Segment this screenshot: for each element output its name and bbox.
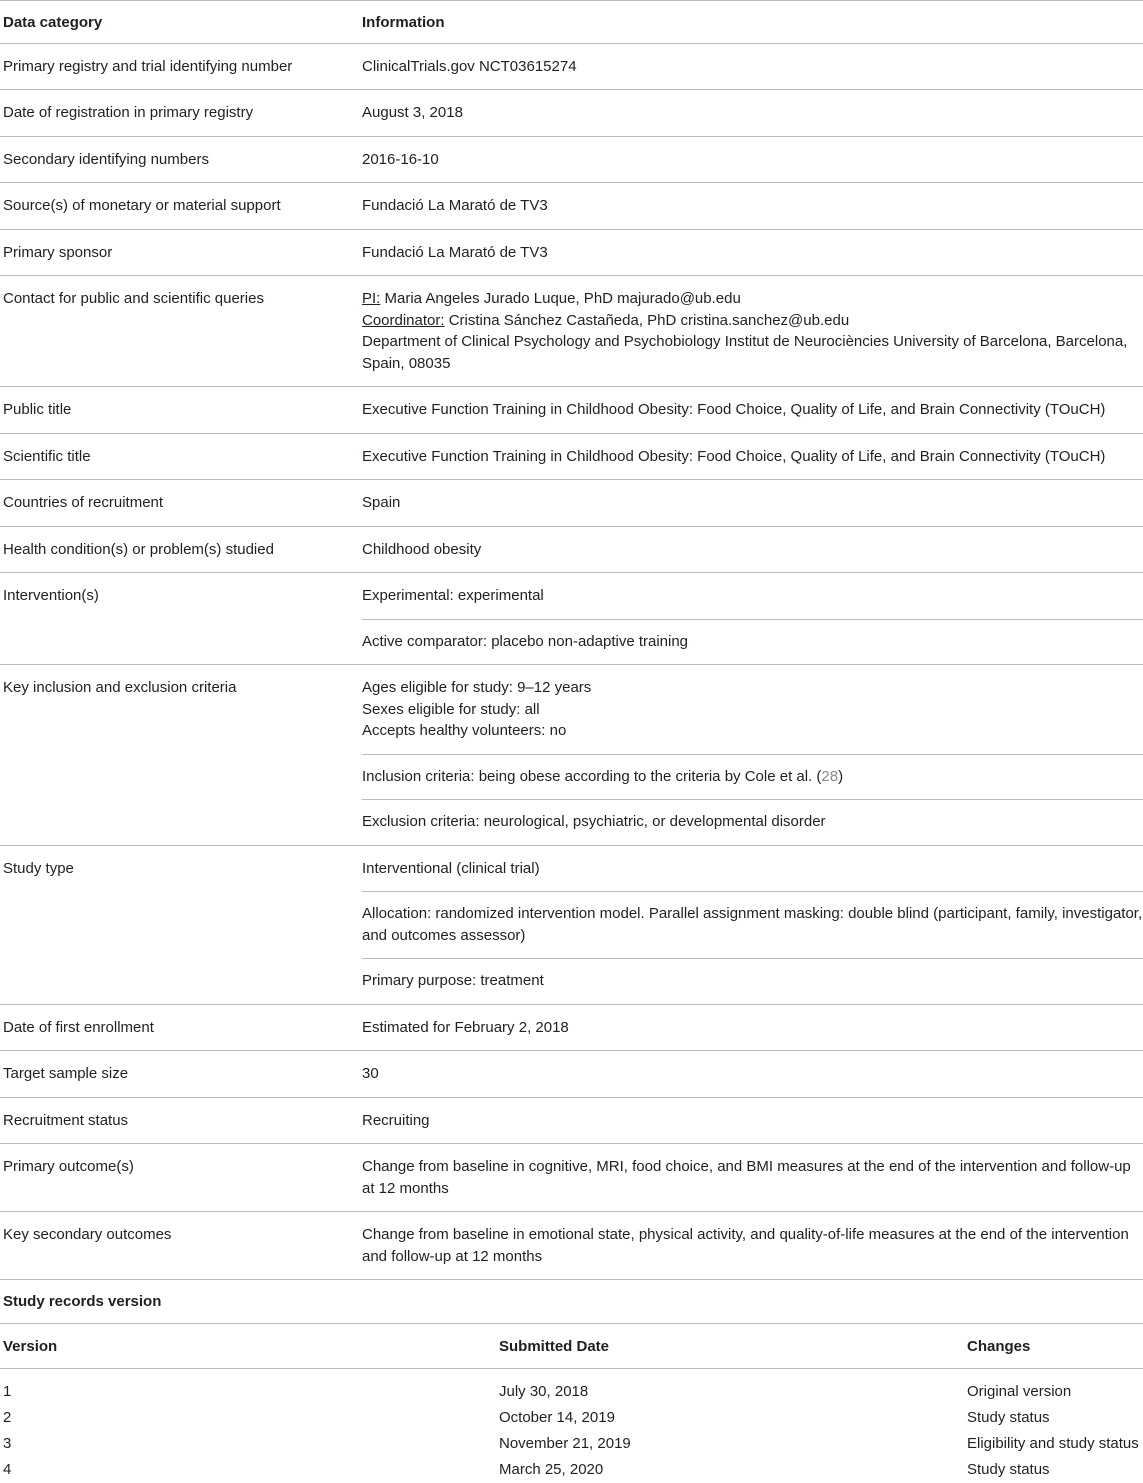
coordinator-details: Cristina Sánchez Castañeda, PhD cristina.sanchez@ub.edu xyxy=(445,312,850,329)
version-changes: Eligibility and study status xyxy=(967,1431,1143,1457)
row-category: Primary sponsor xyxy=(0,229,362,276)
table-row xyxy=(0,1004,1143,1051)
pi-details: Maria Angeles Jurado Luque, PhD majurado@ub.edu xyxy=(380,290,740,307)
study-records-title: Study records version xyxy=(0,1280,1143,1324)
version-row xyxy=(0,1457,1143,1483)
column-header-submitted-date: Submitted Date xyxy=(499,1324,967,1369)
row-category: Key inclusion and exclusion criteria xyxy=(0,665,362,846)
column-header-category: Data category xyxy=(0,1,362,44)
pi-contact xyxy=(362,288,1143,310)
exclusion-criteria: Exclusion criteria: neurological, psychiatric, or developmental disorder xyxy=(362,799,1143,845)
study-type-item: Allocation: randomized intervention model. Parallel assignment masking: double blind (participant, family, investigator, and outcomes assessor) xyxy=(362,891,1143,958)
contact-row xyxy=(0,276,1143,387)
inclusion-criteria xyxy=(362,754,1143,800)
version-table xyxy=(0,1324,1143,1483)
row-information: Fundació La Marató de TV3 xyxy=(362,230,1143,276)
row-category: Primary outcome(s) xyxy=(0,1144,362,1212)
row-category: Contact for public and scientific queries xyxy=(0,276,362,387)
pi-label: PI: xyxy=(362,290,380,307)
reference-link[interactable]: 28 xyxy=(821,768,838,785)
version-number: 4 xyxy=(0,1457,499,1483)
row-category: Public title xyxy=(0,387,362,434)
ages-eligible: Ages eligible for study: 9–12 years xyxy=(362,677,1143,699)
version-number: 1 xyxy=(0,1369,499,1406)
row-category: Date of registration in primary registry xyxy=(0,90,362,137)
submitted-date: November 21, 2019 xyxy=(499,1431,967,1457)
row-category: Intervention(s) xyxy=(0,573,362,665)
version-header-row xyxy=(0,1324,1143,1369)
table-row xyxy=(0,1097,1143,1144)
version-number: 2 xyxy=(0,1405,499,1431)
version-row xyxy=(0,1369,1143,1406)
version-row xyxy=(0,1405,1143,1431)
row-category: Study type xyxy=(0,845,362,1004)
table-row xyxy=(0,1051,1143,1098)
table-row xyxy=(0,90,1143,137)
department-address: Department of Clinical Psychology and Psychobiology Institut de Neurociències University of Barcelona, Barcelona, Spain, 08035 xyxy=(362,331,1143,374)
row-information: August 3, 2018 xyxy=(362,90,1143,136)
study-type-item: Primary purpose: treatment xyxy=(362,958,1143,1004)
contact-information xyxy=(362,276,1143,386)
table-row xyxy=(0,1212,1143,1280)
row-information: ClinicalTrials.gov NCT03615274 xyxy=(362,44,1143,90)
healthy-volunteers: Accepts healthy volunteers: no xyxy=(362,720,1143,742)
table-row xyxy=(0,480,1143,527)
version-number: 3 xyxy=(0,1431,499,1457)
eligibility-block xyxy=(362,665,1143,754)
row-category: Scientific title xyxy=(0,433,362,480)
version-changes: Study status xyxy=(967,1405,1143,1431)
row-information: Change from baseline in emotional state, physical activity, and quality-of-life measures at the end of the intervention and follow-up at 12 months xyxy=(362,1212,1143,1279)
row-information: Executive Function Training in Childhood Obesity: Food Choice, Quality of Life, and Brain Connectivity (TOuCH) xyxy=(362,434,1143,480)
row-information: 2016-16-10 xyxy=(362,137,1143,183)
table-row xyxy=(0,1144,1143,1212)
study-type-item: Interventional (clinical trial) xyxy=(362,846,1143,892)
interventions-row xyxy=(0,573,1143,665)
table-row xyxy=(0,183,1143,230)
table-row xyxy=(0,43,1143,90)
column-header-changes: Changes xyxy=(967,1324,1143,1369)
row-category: Date of first enrollment xyxy=(0,1004,362,1051)
row-information: 30 xyxy=(362,1051,1143,1097)
row-category: Countries of recruitment xyxy=(0,480,362,527)
criteria-row xyxy=(0,665,1143,846)
row-information: Recruiting xyxy=(362,1098,1143,1144)
submitted-date: March 25, 2020 xyxy=(499,1457,967,1483)
row-category: Key secondary outcomes xyxy=(0,1212,362,1280)
row-information: Change from baseline in cognitive, MRI, food choice, and BMI measures at the end of the intervention and follow-up at 12 months xyxy=(362,1144,1143,1211)
row-category: Health condition(s) or problem(s) studied xyxy=(0,526,362,573)
column-header-information: Information xyxy=(362,1,1143,44)
row-category: Source(s) of monetary or material support xyxy=(0,183,362,230)
row-category: Secondary identifying numbers xyxy=(0,136,362,183)
inclusion-close: ) xyxy=(838,768,843,785)
intervention-item: Active comparator: placebo non-adaptive training xyxy=(362,619,1143,665)
sexes-eligible: Sexes eligible for study: all xyxy=(362,699,1143,721)
table-header-row xyxy=(0,1,1143,44)
row-category: Recruitment status xyxy=(0,1097,362,1144)
version-changes: Original version xyxy=(967,1369,1143,1406)
intervention-item: Experimental: experimental xyxy=(362,573,1143,619)
table-row xyxy=(0,526,1143,573)
inclusion-text: Inclusion criteria: being obese according to the criteria by Cole et al. ( xyxy=(362,768,821,785)
table-row xyxy=(0,433,1143,480)
table-row xyxy=(0,229,1143,276)
row-information: Childhood obesity xyxy=(362,527,1143,573)
coordinator-label: Coordinator: xyxy=(362,312,445,329)
table-row xyxy=(0,387,1143,434)
row-information: Spain xyxy=(362,480,1143,526)
row-information: Fundació La Marató de TV3 xyxy=(362,183,1143,229)
submitted-date: October 14, 2019 xyxy=(499,1405,967,1431)
row-category: Primary registry and trial identifying number xyxy=(0,43,362,90)
submitted-date: July 30, 2018 xyxy=(499,1369,967,1406)
row-category: Target sample size xyxy=(0,1051,362,1098)
row-information: Estimated for February 2, 2018 xyxy=(362,1005,1143,1051)
column-header-version: Version xyxy=(0,1324,499,1369)
table-row xyxy=(0,136,1143,183)
version-row xyxy=(0,1431,1143,1457)
version-changes: Study status xyxy=(967,1457,1143,1483)
study-type-row xyxy=(0,845,1143,1004)
coordinator-contact xyxy=(362,310,1143,332)
row-information: Executive Function Training in Childhood Obesity: Food Choice, Quality of Life, and Brain Connectivity (TOuCH) xyxy=(362,387,1143,433)
